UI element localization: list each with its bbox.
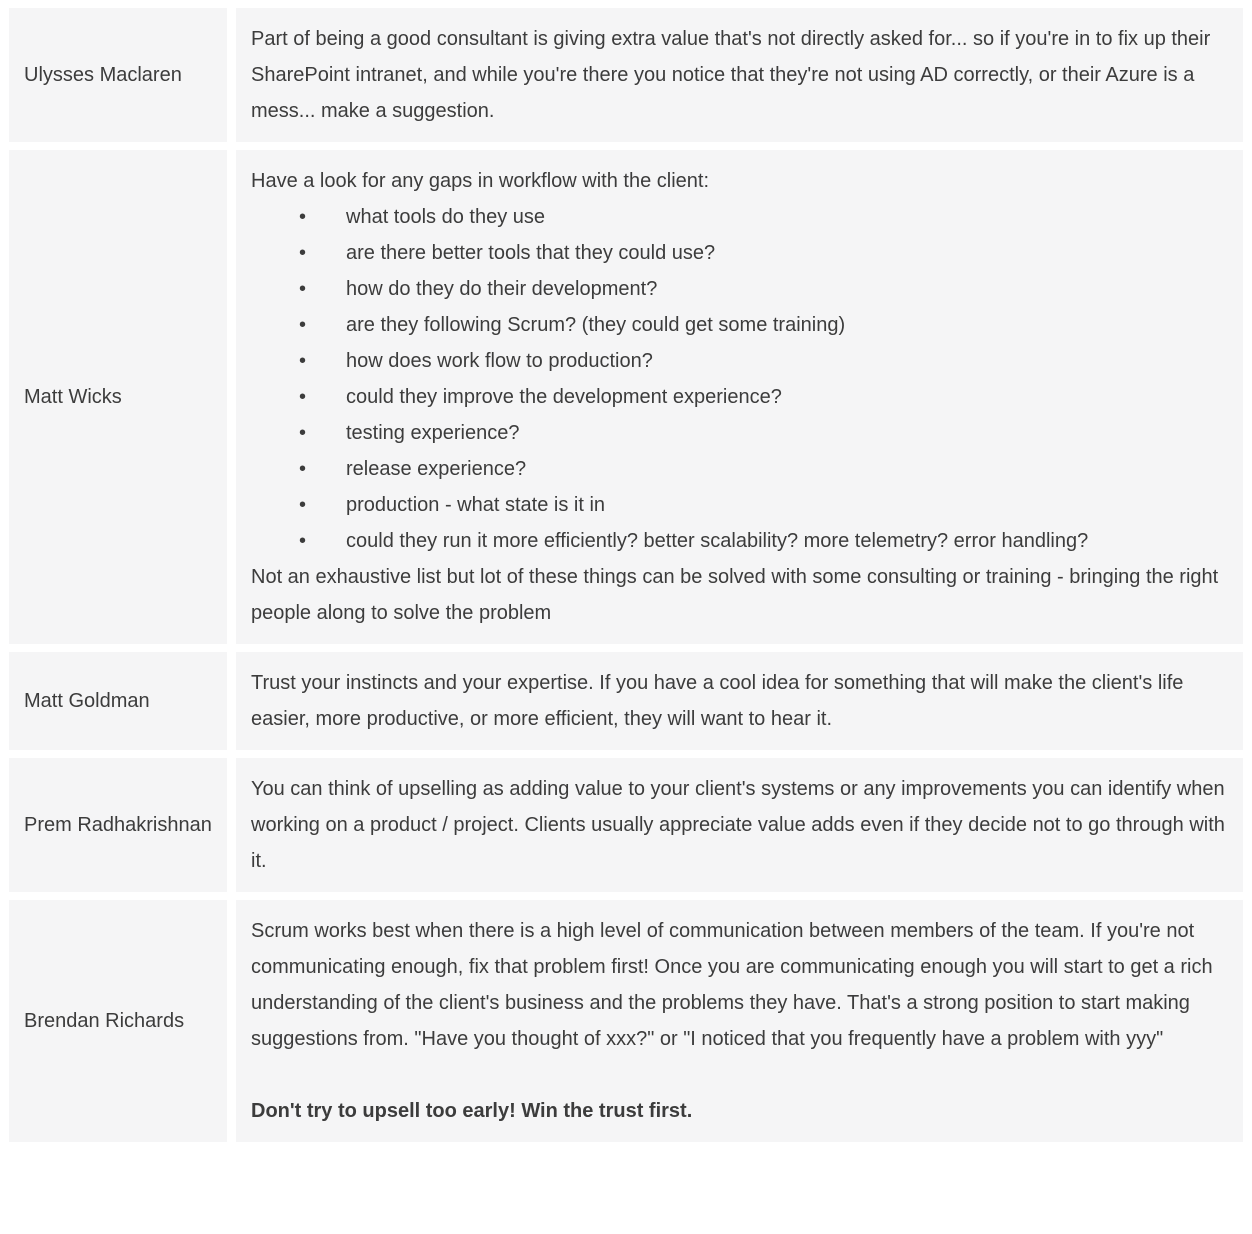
list-item: • production - what state is it in (251, 487, 1228, 523)
quote-text: You can think of upselling as adding value to your client's systems or any improvements you can identify when working on a product / project. Clients usually appreciate value adds even if they decide not to go through with it. (251, 778, 1225, 872)
bold-note: Don't try to upsell too early! Win the trust first. (251, 1100, 693, 1122)
gap-checklist (251, 199, 1228, 559)
table-row (9, 8, 1243, 142)
person-name: Matt Wicks (9, 150, 227, 644)
quote-cell (236, 8, 1243, 142)
list-item: • testing experience? (251, 415, 1228, 451)
list-item: • are there better tools that they could use? (251, 235, 1228, 271)
person-name: Matt Goldman (9, 652, 227, 750)
table-row (9, 652, 1243, 750)
list-item: • what tools do they use (251, 199, 1228, 235)
person-name: Prem Radhakrishnan (9, 758, 227, 892)
list-item: • how does work flow to production? (251, 343, 1228, 379)
list-item: • could they run it more efficiently? better scalability? more telemetry? error handling? (251, 523, 1228, 559)
list-item: • are they following Scrum? (they could get some training) (251, 307, 1228, 343)
person-name: Brendan Richards (9, 900, 227, 1142)
quote-text: Part of being a good consultant is giving extra value that's not directly asked for... so if you're in to fix up their SharePoint intranet, and while you're there you notice that they're not using AD correctly, or their Azure is a mess... make a suggestion. (251, 28, 1211, 122)
table-row (9, 900, 1243, 1142)
quote-intro: Have a look for any gaps in workflow with the client: (251, 170, 709, 192)
person-name: Ulysses Maclaren (9, 8, 227, 142)
quote-cell (236, 652, 1243, 750)
list-item: • release experience? (251, 451, 1228, 487)
quote-text: Trust your instincts and your expertise. If you have a cool idea for something that will make the client's life easier, more productive, or more efficient, they will want to hear it. (251, 672, 1184, 730)
quote-cell (236, 758, 1243, 892)
table-row (9, 758, 1243, 892)
quote-cell (236, 900, 1243, 1142)
list-item: • could they improve the development experience? (251, 379, 1228, 415)
quote-outro: Not an exhaustive list but lot of these things can be solved with some consulting or training - bringing the right people along to solve the problem (251, 566, 1219, 624)
list-item: • how do they do their development? (251, 271, 1228, 307)
quote-text: Scrum works best when there is a high level of communication between members of the team. If you're not communicating enough, fix that problem first! Once you are communicating enough you will start to get a rich understanding of the client's business and the problems they have. That's a strong position to start making suggestions from. "Have you thought of xxx?" or "I noticed that you frequently have a problem with yyy" (251, 920, 1213, 1050)
quote-cell (236, 150, 1243, 644)
table-row (9, 150, 1243, 644)
